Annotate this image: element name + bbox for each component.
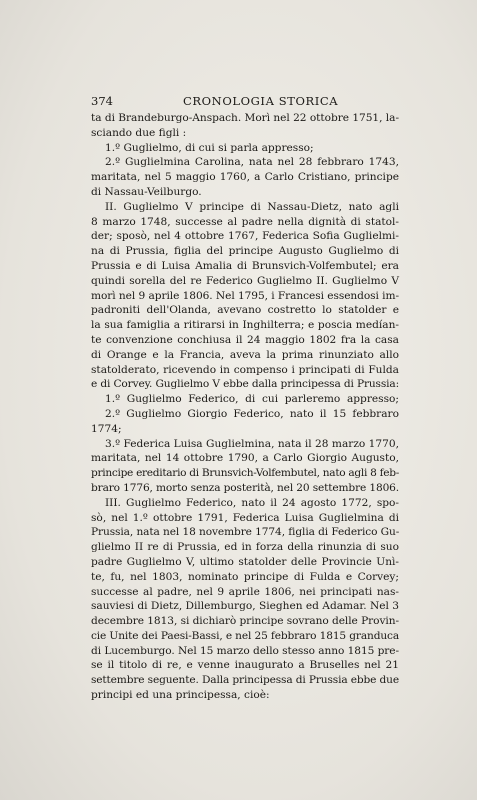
text-line: morì nel 9 aprile 1806. Nel 1795, i Francesi essendosi im-: [91, 289, 399, 302]
text-line: 2.º Guglielmina Carolina, nata nel 28 febbraro 1743,: [105, 156, 399, 169]
text-line: successe al padre, nel 9 aprile 1806, nei principati nas-: [91, 585, 399, 598]
text-line: 3.º Federica Luisa Guglielmina, nata il 28 marzo 1770,: [105, 437, 399, 450]
text-line: 1.º Guglielmo, di cui si parla appresso;: [105, 141, 314, 154]
text-line: sauviesi di Dietz, Dillemburgo, Sieghen ed Adamar. Nel 3: [91, 600, 399, 613]
text-line: maritata, nel 5 maggio 1760, a Carlo Cristiano, principe: [91, 171, 399, 184]
text-line: statolderato, ricevendo in compenso i principati di Fulda: [91, 363, 399, 376]
text-line: Prussia, nata nel 18 novembre 1774, figlia di Federico Gu-: [91, 526, 400, 539]
text-line: II. Guglielmo V principe di Nassau-Dietz, nato agli: [105, 200, 399, 213]
text-line: 1774;: [91, 422, 122, 435]
page-header: [91, 94, 397, 112]
text-line: III. Guglielmo Federico, nato il 24 agosto 1772, spo-: [105, 496, 399, 509]
text-line: Prussia e di Luisa Amalia di Brunsvich-Volfembutel; era: [91, 259, 399, 272]
body-text: [91, 111, 399, 703]
running-title: CRONOLOGIA STORICA: [183, 94, 339, 108]
text-line: 1.º Guglielmo Federico, di cui parleremo appresso;: [105, 393, 399, 406]
text-line: decembre 1813, si dichiarò principe sovrano delle Provin-: [91, 615, 399, 628]
text-line: ta di Brandeburgo-Anspach. Morì nel 22 ottobre 1751, la-: [91, 112, 399, 124]
text-line: quindi sorella del re Federico Guglielmo II. Guglielmo V: [91, 274, 399, 287]
text-line: padre Guglielmo V, ultimo statolder delle Provincie Unì-: [91, 555, 399, 568]
text-line: la sua famiglia a ritirarsi in Inghilterra; e poscia medían-: [91, 319, 399, 332]
text-line: di Orange e la Francia, aveva la prima rinunziato allo: [91, 348, 399, 361]
text-line: der; sposò, nel 4 ottobre 1767, Federica Sofia Guglielmi-: [91, 230, 399, 243]
text-line: padroniti dell'Olanda, avevano costretto lo statolder e: [91, 304, 399, 317]
text-line: di Lucemburgo. Nel 15 marzo dello stesso anno 1815 pre-: [91, 644, 399, 657]
text-line: di Nassau-Veilburgo.: [91, 185, 202, 198]
text-line: principe ereditario di Brunsvich-Volfembutel, nato agli 8 feb-: [91, 467, 399, 480]
text-line: glielmo II re di Prussia, ed in forza della rinunzia di suo: [91, 541, 399, 554]
text-line: cie Unite dei Paesi-Bassi, e nel 25 febbraro 1815 granduca: [91, 629, 399, 642]
text-line: settembre seguente. Dalla principessa di Prussia ebbe due: [91, 674, 399, 687]
text-line: na di Prussia, figlia del principe Augusto Guglielmo di: [91, 245, 399, 258]
text-line: 8 marzo 1748, successe al padre nella dignità di statol-: [91, 215, 399, 228]
text-line: principi ed una principessa, cioè:: [91, 689, 270, 702]
text-line: 2.º Guglielmo Giorgio Federico, nato il 15 febbraro: [105, 407, 399, 420]
page-number: 374: [91, 94, 113, 108]
text-line: braro 1776, morto senza posterità, nel 20 settembre 1806.: [91, 481, 399, 494]
text-line: te convenzione conchiusa il 24 maggio 1802 fra la casa: [91, 333, 399, 346]
text-line: e di Corvey. Guglielmo V ebbe dalla principessa di Prussia:: [91, 378, 399, 391]
text-line: sciando due figli :: [91, 126, 187, 139]
text-line: te, fu, nel 1803, nominato principe di Fulda e Corvey;: [91, 570, 399, 583]
text-line: maritata, nel 14 ottobre 1790, a Carlo Giorgio Augusto,: [91, 452, 399, 465]
text-line: se il titolo di re, e venne inaugurato a Bruselles nel 21: [91, 659, 399, 672]
text-line: sò, nel 1.º ottobre 1791, Federica Luisa Guglielmina di: [91, 511, 399, 524]
